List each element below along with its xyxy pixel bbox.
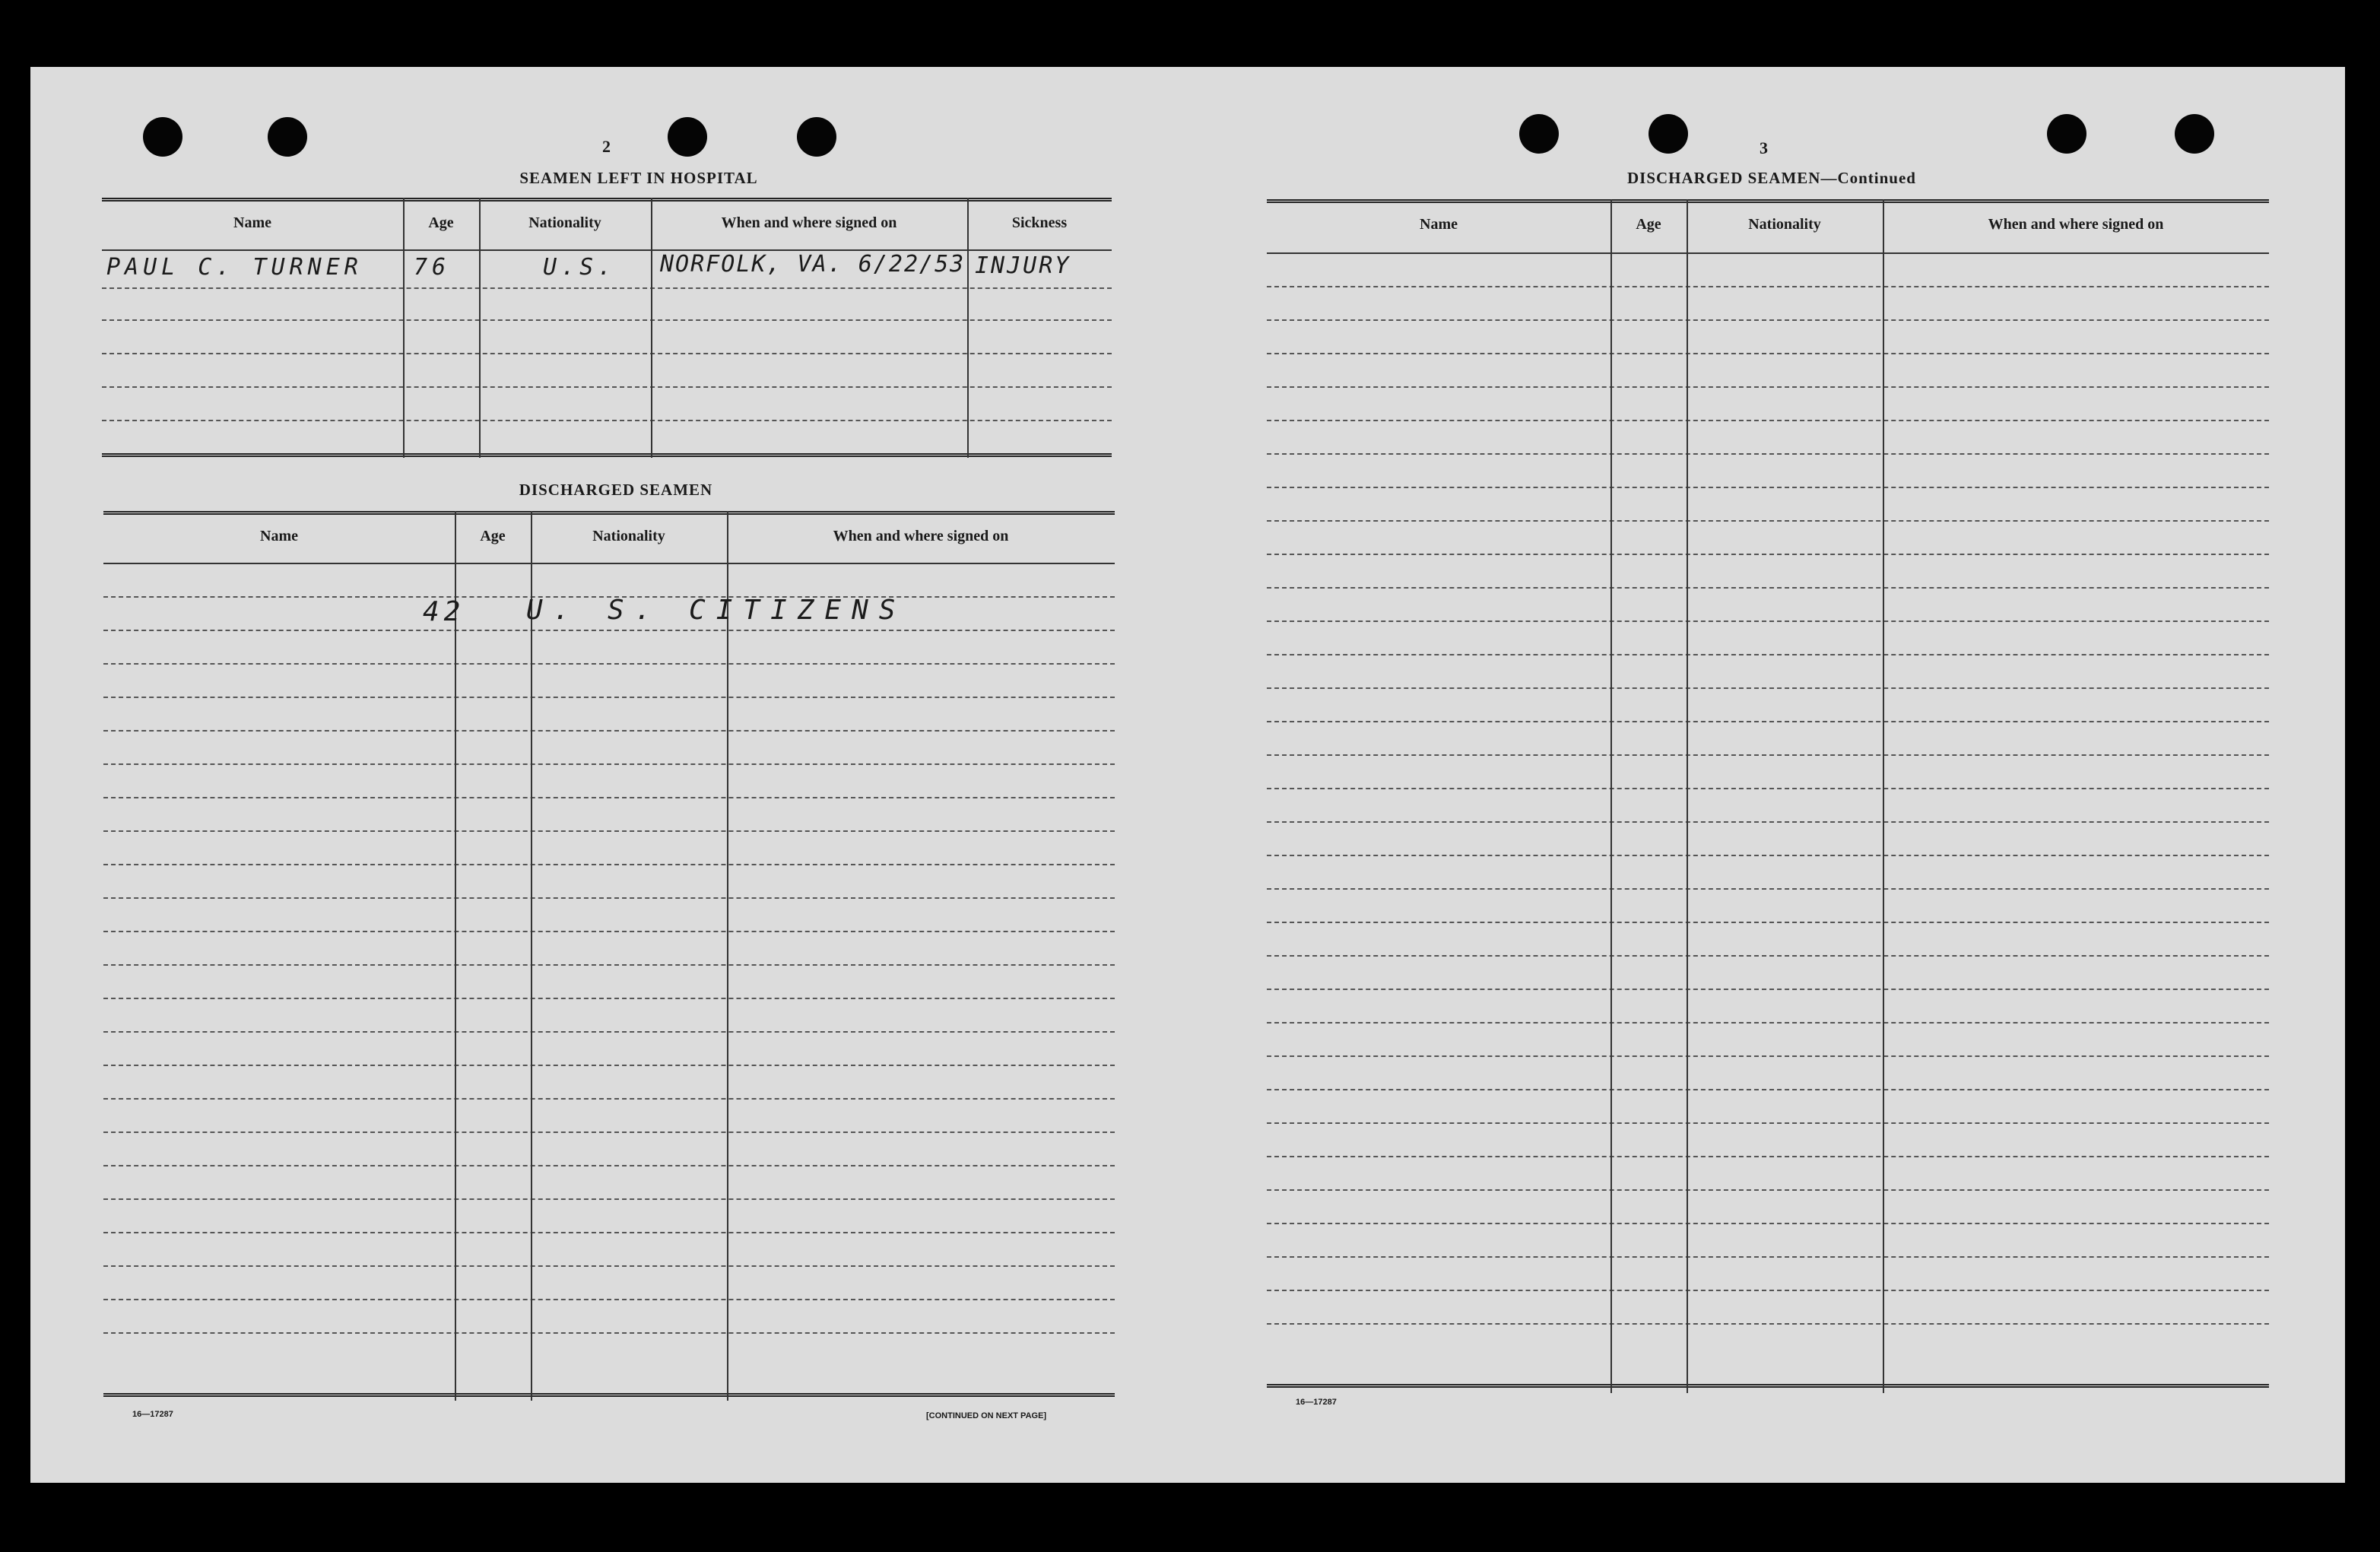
handwritten-count: 42: [423, 596, 465, 627]
section-title: DISCHARGED SEAMEN: [1627, 169, 1821, 187]
form-number-left: 16—17287: [132, 1410, 173, 1419]
hospital-section-title: SEAMEN LEFT IN HOSPITAL: [519, 169, 758, 187]
entry-age: 76: [414, 254, 451, 281]
punch-hole: [797, 117, 836, 157]
discharged-section-title: DISCHARGED SEAMEN: [519, 481, 713, 499]
col-header-nationality: Nationality: [1748, 216, 1821, 233]
col-header-signed-on: When and where signed on: [721, 214, 897, 231]
col-header-age: Age: [428, 214, 454, 231]
col-header-age: Age: [1636, 216, 1661, 233]
col-header-nationality: Nationality: [528, 214, 601, 231]
entry-signed-on: NORFOLK, VA. 6/22/53: [660, 251, 966, 278]
page-number-left: 2: [602, 137, 611, 156]
punch-hole: [1519, 114, 1559, 154]
handwritten-note: U. S. CITIZENS: [526, 595, 906, 626]
document-sheet: [30, 67, 2345, 1483]
punch-hole: [668, 117, 707, 157]
hospital-table: [102, 198, 1112, 458]
col-header-sickness: Sickness: [1011, 214, 1068, 231]
col-header-signed-on: When and where signed on: [833, 528, 1009, 544]
col-header-name: Name: [1420, 216, 1458, 233]
col-header-signed-on: When and where signed on: [1988, 216, 2164, 233]
col-header-nationality: Nationality: [592, 528, 665, 544]
form-number-right: 16—17287: [1296, 1398, 1337, 1407]
discharged-table-left: [103, 511, 1115, 1401]
col-header-name: Name: [260, 528, 298, 544]
punch-hole: [2047, 114, 2086, 154]
discharged-table-right: [1267, 199, 2269, 1393]
entry-nationality: U.S.: [543, 254, 617, 281]
discharged-continued-title: [1544, 169, 2000, 188]
punch-hole: [143, 117, 182, 157]
entry-sickness: INJURY: [975, 252, 1071, 279]
section-title-suffix: —Continued: [1820, 169, 1916, 187]
continued-note: [CONTINUED ON NEXT PAGE]: [926, 1411, 1047, 1420]
col-header-name: Name: [233, 214, 271, 231]
punch-hole: [2175, 114, 2214, 154]
entry-name: PAUL C. TURNER: [106, 254, 363, 281]
page-number-right: 3: [1760, 138, 1768, 157]
col-header-age: Age: [480, 528, 506, 544]
punch-hole: [268, 117, 307, 157]
punch-hole: [1649, 114, 1688, 154]
